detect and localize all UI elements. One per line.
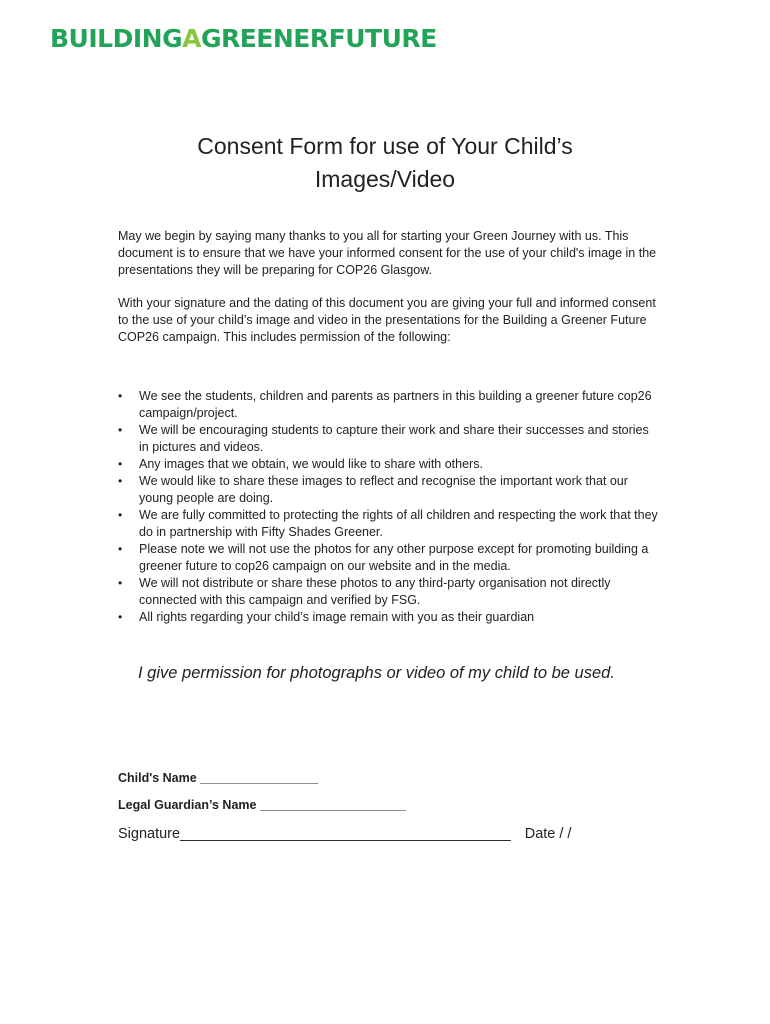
bullet-icon: • bbox=[118, 576, 123, 590]
bullet-icon: • bbox=[118, 610, 123, 624]
bullet-icon: • bbox=[118, 423, 123, 437]
brand-logo bbox=[50, 24, 437, 54]
bullet-icon: • bbox=[118, 389, 123, 403]
list-item bbox=[118, 575, 658, 609]
bullet-icon: • bbox=[118, 542, 123, 556]
list-item-text: Please note we will not use the photos for any other purpose except for promoting building a greener future to cop26 campaign on our website and in the media. bbox=[139, 542, 649, 573]
list-item-text: We will not distribute or share these photos to any third-party organisation not directly connected with this campaign and verified by FSG. bbox=[139, 576, 611, 607]
guardian-name-field[interactable]: Legal Guardian’s Name _____________________ bbox=[118, 798, 406, 812]
bullet-icon: • bbox=[118, 474, 123, 488]
list-item bbox=[118, 422, 658, 456]
logo-part-greener: GREENER bbox=[200, 24, 329, 53]
document-title bbox=[0, 130, 770, 196]
list-item-text: Any images that we obtain, we would like to share with others. bbox=[139, 457, 483, 471]
signature-field[interactable]: Signature_________________________________________ bbox=[118, 826, 511, 842]
logo-part-a: A bbox=[182, 24, 201, 53]
list-item bbox=[118, 456, 658, 473]
intro-paragraph-1: May we begin by saying many thanks to you all for starting your Green Journey with us. This document is to ensure that we have your informed consent for the use of your child's image in the presentations they will be preparing for COP26 Glasgow. bbox=[118, 229, 657, 277]
child-name-field[interactable]: Child's Name _________________ bbox=[118, 771, 319, 785]
intro-paragraph-2: With your signature and the dating of this document you are giving your full and informed consent to the use of your child’s image and video in the presentations for the Building a Greener Future COP26 campaign. This includes permission of the following: bbox=[118, 296, 656, 344]
bullet-icon: • bbox=[118, 508, 123, 522]
list-item-text: All rights regarding your child’s image remain with you as their guardian bbox=[139, 610, 535, 624]
permission-statement: I give permission for photographs or video of my child to be used. bbox=[138, 664, 615, 682]
list-item bbox=[118, 507, 658, 541]
title-line-1: Consent Form for use of Your Child’s bbox=[197, 133, 573, 159]
signature-row bbox=[118, 826, 571, 842]
list-item-text: We are fully committed to protecting the rights of all children and respecting the work that they do in partnership with Fifty Shades Greener. bbox=[139, 508, 658, 539]
list-item-text: We see the students, children and parents as partners in this building a greener future cop26 campaign/project. bbox=[139, 389, 652, 420]
list-item bbox=[118, 388, 658, 422]
list-item-text: We would like to share these images to reflect and recognise the important work that our young people are doing. bbox=[139, 474, 628, 505]
list-item bbox=[118, 541, 658, 575]
logo-part-building: BUILDING bbox=[50, 24, 183, 53]
title-line-2: Images/Video bbox=[314, 166, 456, 192]
date-field[interactable]: Date / / bbox=[524, 826, 572, 842]
list-item bbox=[118, 609, 658, 626]
permission-list bbox=[118, 388, 658, 626]
list-item-text: We will be encouraging students to capture their work and share their successes and stories in pictures and videos. bbox=[139, 423, 649, 454]
logo-part-future: FUTURE bbox=[328, 24, 437, 53]
bullet-icon: • bbox=[118, 457, 123, 471]
list-item bbox=[118, 473, 658, 507]
